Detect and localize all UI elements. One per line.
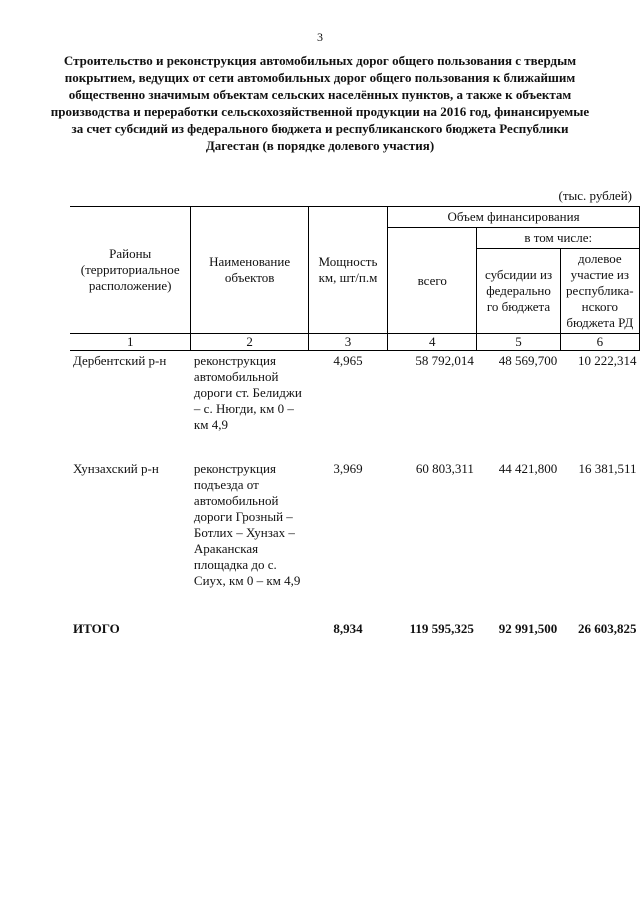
- financing-table: [70, 206, 640, 639]
- units-label: (тыс. рублей): [558, 188, 632, 203]
- empty-cell: [191, 615, 308, 639]
- col-number: 2: [191, 334, 308, 351]
- col-number: 4: [388, 334, 477, 351]
- object-cell: реконструкция автомобильной дороги ст. Белиджи – с. Нюгди, км 0 – км 4,9: [193, 353, 302, 432]
- total-label: ИТОГО: [73, 621, 120, 636]
- header-capacity: Мощность км, шт/п.м: [308, 207, 387, 334]
- capacity-cell: 4,965: [333, 353, 363, 368]
- total-republic: 26 603,825: [578, 621, 637, 636]
- header-object: Наименование объектов: [191, 207, 308, 334]
- col-number: 3: [308, 334, 387, 351]
- republic-cell: 10 222,314: [578, 353, 637, 368]
- total-cell: 60 803,311: [415, 461, 474, 476]
- total-capacity: 8,934: [333, 621, 363, 636]
- col-number: 5: [477, 334, 560, 351]
- header-total: всего: [388, 228, 477, 334]
- col-number: 1: [70, 334, 191, 351]
- header-financing: Объем финансирования: [388, 207, 640, 228]
- federal-cell: 44 421,800: [498, 461, 558, 476]
- page-number: 3: [317, 30, 323, 44]
- header-district: Районы (территориальное расположение): [70, 207, 191, 334]
- header-federal: субсидии из федерально го бюджета: [477, 249, 560, 334]
- total-cell: 58 792,014: [415, 353, 474, 368]
- district-cell: Дербентский р-н: [73, 353, 167, 368]
- republic-cell: 16 381,511: [578, 461, 637, 476]
- total-sum: 119 595,325: [409, 621, 474, 636]
- document-title: Строительство и реконструкция автомобильных дорог общего пользования с твердым покрытием, ведущих от сети автомобильных дорог общего пользования к ближайшим общественно значимым объектам сельских населённых пунктов, а также к объектам производства и переработки сельскохозяйственной продукции на 2016 год, финансируемые за счет субсидий из федерального бюджета и республиканского бюджета Республики Дагестан (в порядке долевого участия): [50, 53, 590, 153]
- table-row: [70, 351, 640, 436]
- header-republic: долевое участие из республика-нского бюджета РД: [560, 249, 639, 334]
- total-federal: 92 991,500: [498, 621, 558, 636]
- district-cell: Хунзахский р-н: [73, 461, 159, 476]
- total-row: [70, 615, 640, 639]
- table-row: [70, 459, 640, 591]
- object-cell: реконструкция подъезда от автомобильной дороги Грозный – Ботлих – Хунзах – Араканская площадка до с. Сиух, км 0 – км 4,9: [193, 461, 301, 588]
- col-number: 6: [560, 334, 639, 351]
- capacity-cell: 3,969: [333, 461, 363, 476]
- header-including: в том числе:: [477, 228, 640, 249]
- federal-cell: 48 569,700: [498, 353, 558, 368]
